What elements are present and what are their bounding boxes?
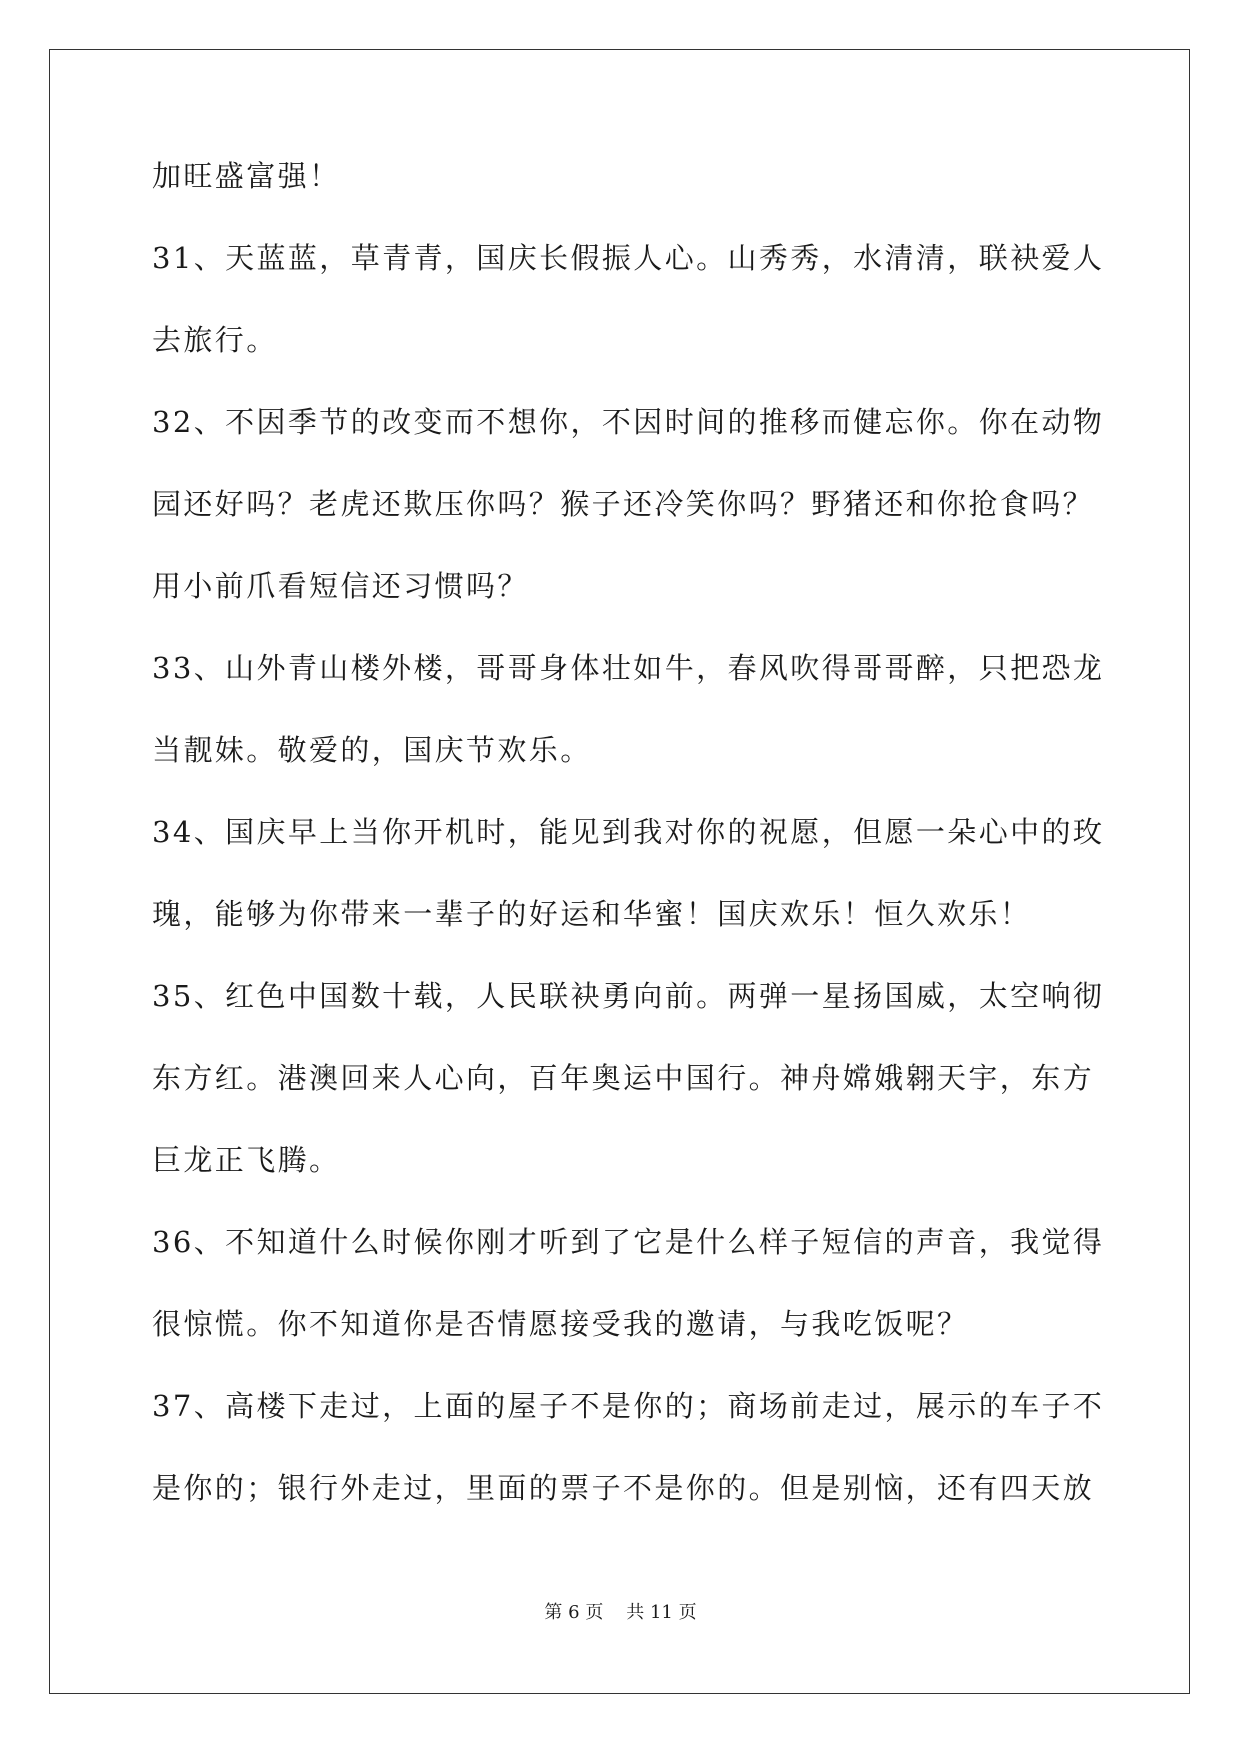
page-total: 共 11 页	[626, 1602, 697, 1623]
text-line: 用小前爪看短信还习惯吗？	[152, 569, 529, 603]
text-line: 31、天蓝蓝，草青青，国庆长假振人心。山秀秀，水清清，联袂爱人	[152, 241, 1105, 275]
text-line: 当靓妹。敬爱的，国庆节欢乐。	[152, 733, 592, 767]
page-number: 第 6 页	[544, 1602, 604, 1623]
text-line: 32、不因季节的改变而不想你，不因时间的推移而健忘你。你在动物	[152, 405, 1105, 439]
text-line: 34、国庆早上当你开机时，能见到我对你的祝愿，但愿一朵心中的玫	[152, 815, 1105, 849]
text-line: 37、高楼下走过，上面的屋子不是你的；商场前走过，展示的车子不	[152, 1389, 1105, 1423]
text-line: 加旺盛富强！	[152, 159, 341, 193]
text-line: 是你的；银行外走过，里面的票子不是你的。但是别恼，还有四天放	[152, 1471, 1095, 1505]
footer-spacer	[603, 1602, 626, 1623]
text-line: 36、不知道什么时候你刚才听到了它是什么样子短信的声音，我觉得	[152, 1225, 1105, 1259]
text-line: 35、红色中国数十载，人民联袂勇向前。两弹一星扬国威，太空响彻	[152, 979, 1105, 1013]
text-line: 巨龙正飞腾。	[152, 1143, 341, 1177]
text-line: 去旅行。	[152, 323, 278, 357]
text-line: 33、山外青山楼外楼，哥哥身体壮如牛，春风吹得哥哥醉，只把恐龙	[152, 651, 1105, 685]
page-footer	[0, 1602, 1241, 1624]
text-line: 瑰，能够为你带来一辈子的好运和华蜜！国庆欢乐！恒久欢乐！	[152, 897, 1032, 931]
text-line: 很惊慌。你不知道你是否情愿接受我的邀请，与我吃饭呢？	[152, 1307, 969, 1341]
text-line: 东方红。港澳回来人心向，百年奥运中国行。神舟嫦娥翱天宇，东方	[152, 1061, 1095, 1095]
document-body	[152, 158, 1105, 1552]
text-line: 园还好吗？老虎还欺压你吗？猴子还冷笑你吗？野猪还和你抢食吗？	[152, 487, 1095, 521]
